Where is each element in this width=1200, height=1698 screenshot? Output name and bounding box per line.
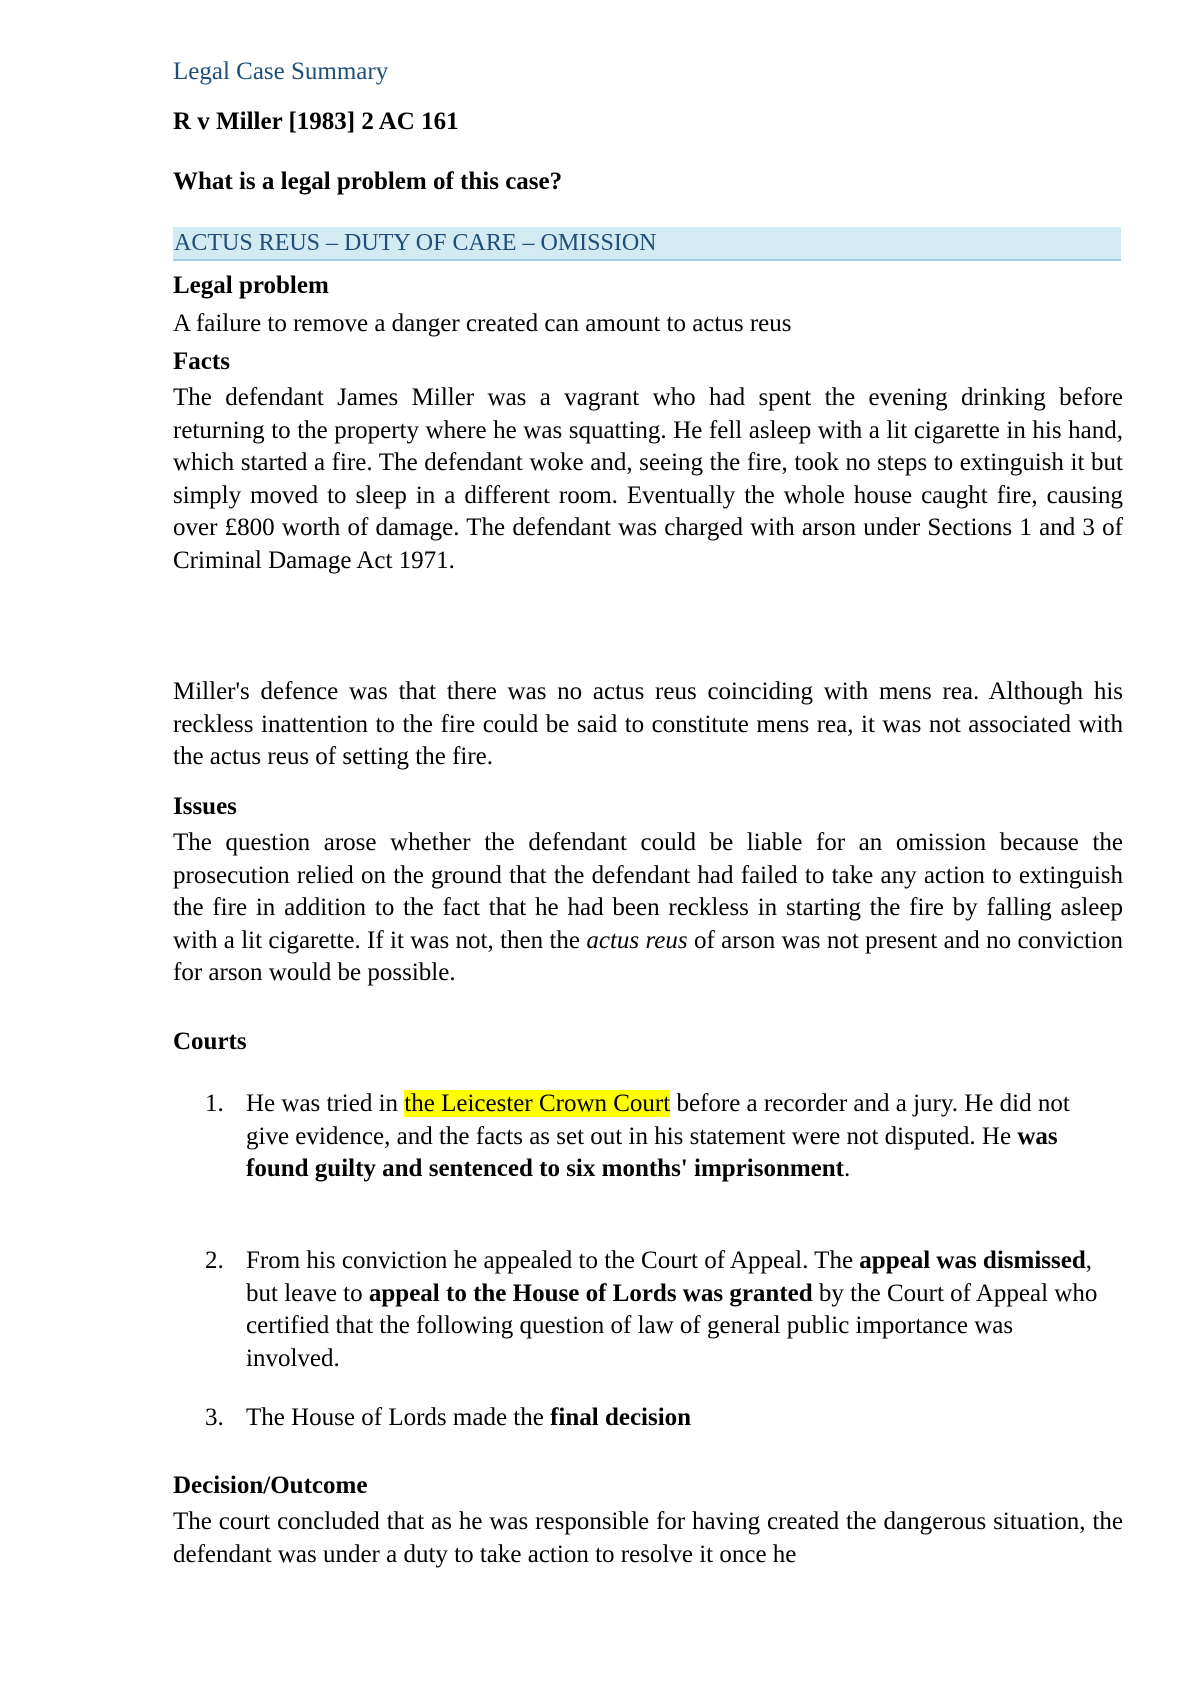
- list-item-text: [246, 1088, 1106, 1186]
- list-item-text: [246, 1402, 1106, 1435]
- decision-heading: Decision/Outcome: [173, 1472, 368, 1499]
- list-text-span: by the Court of Appeal who certified that the following question of law of general public importance was involved.: [246, 1279, 1098, 1372]
- bold-text: appeal was dismissed: [859, 1247, 1086, 1274]
- list-number: 3.: [205, 1404, 224, 1431]
- legal-problem-text: A failure to remove a danger created can amount to actus reus: [173, 310, 792, 337]
- legal-problem-heading: Legal problem: [173, 272, 329, 299]
- list-text-span: , but leave to: [246, 1247, 1092, 1307]
- issues-text-before: The question arose whether the defendant could be liable for an omission because the prosecution relied on the ground that the defendant had failed to take any action to extinguish the fire in addition to the fact that he had been reckless in starting the fire by falling asleep with a lit cigarette. If it was not, then the: [173, 829, 1123, 954]
- list-text-span: before a recorder and a jury. He did not give evidence, and the facts as set out in his statement were not disputed. He: [246, 1090, 1070, 1150]
- highlighted-text: the Leicester Crown Court: [404, 1090, 671, 1117]
- list-text-span: The House of Lords made the: [246, 1404, 551, 1431]
- decision-paragraph: The court concluded that as he was responsible for having created the dangerous situation, the defendant was under a duty to take action to resolve it once he: [173, 1508, 1123, 1568]
- issues-heading: Issues: [173, 793, 237, 820]
- issues-paragraph: [173, 827, 1123, 990]
- list-text-span: From his conviction he appealed to the Court of Appeal. The: [246, 1247, 860, 1274]
- issues-text-italic: actus reus: [586, 926, 688, 954]
- bold-text: final decision: [550, 1404, 692, 1431]
- list-item-text: [246, 1245, 1106, 1375]
- list-text-span: .: [844, 1155, 851, 1182]
- facts-heading: Facts: [173, 348, 230, 375]
- document-title: Legal Case Summary: [173, 58, 389, 85]
- list-number: 2.: [205, 1247, 224, 1274]
- facts-paragraph-2: Miller's defence was that there was no actus reus coinciding with mens rea. Although his reckless inattention to the fire could be said to constitute mens rea, it was not associated with the actus reus of setting the fire.: [173, 678, 1123, 770]
- facts-paragraph-1: The defendant James Miller was a vagrant who had spent the evening drinking before returning to the property where he was squatting. He fell asleep with a lit cigarette in his hand, which started a fire. The defendant woke and, seeing the fire, took no steps to extinguish it but simply moved to sleep in a different room. Eventually the whole house caught fire, causing over £800 worth of damage. The defendant was charged with arson under Sections 1 and 3 of Criminal Damage Act 1971.: [173, 384, 1123, 574]
- case-citation: R v Miller [1983] 2 AC 161: [173, 108, 459, 135]
- topic-banner: ACTUS REUS – DUTY OF CARE – OMISSION: [173, 227, 1121, 261]
- list-text-span: He was tried in: [246, 1090, 405, 1117]
- issues-text-after: of arson was not present and no conviction for arson would be possible.: [173, 926, 1123, 986]
- courts-heading: Courts: [173, 1028, 247, 1055]
- bold-text: was found guilty and sentenced to six months' imprisonment: [246, 1122, 1058, 1182]
- list-number: 1.: [205, 1090, 224, 1117]
- bold-text: appeal to the House of Lords was granted: [368, 1279, 813, 1307]
- question-heading: What is a legal problem of this case?: [173, 168, 563, 195]
